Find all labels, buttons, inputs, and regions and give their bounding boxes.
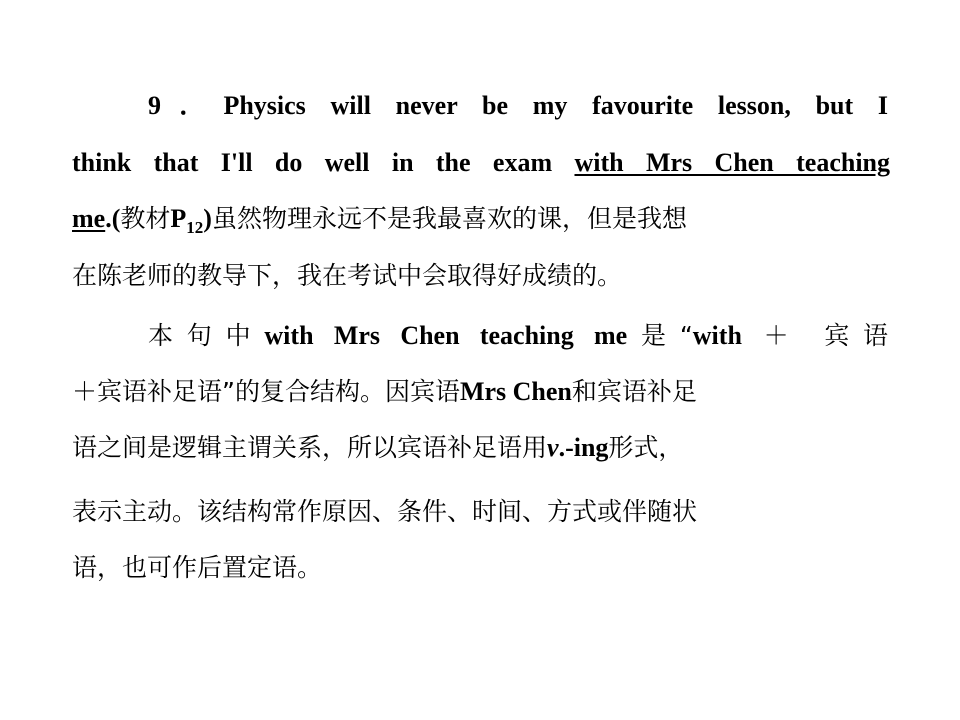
example-sentence-line-1 [72,86,888,126]
source-page-letter: P [170,204,187,233]
explanation-cn-3b: 形式， [608,433,684,462]
explanation-cn-4: 表示主动。该结构常作原因、条件、时间、方式或伴随状 [72,497,698,526]
explanation-line-3 [72,428,888,468]
explanation-line-5 [72,548,888,588]
example-sentence-line-2 [72,143,890,183]
explanation-en-3b: .-ing [558,433,609,462]
source-open: .( [105,204,121,233]
explanation-line-1 [72,316,888,356]
explanation-cn-1b: 是“ [627,321,693,350]
explanation-cn-5: 语，也可作后置定语。 [72,553,323,582]
explanation-cn-3a: 语之间是逻辑主谓关系，所以宾语补足语用 [72,433,548,462]
translation-line-2: 在陈老师的教导下，我在考试中会取得好成绩的。 [72,261,623,290]
explanation-en-2a: Mrs Chen [459,377,572,406]
example-text-line-1: Physics will never be my favourite lesson, but I [223,91,888,120]
explanation-en-1a: with Mrs Chen teaching me [264,321,628,350]
explanation-en-1b: with [692,321,742,350]
explanation-line-2 [72,372,888,412]
source-close: ) [203,204,212,233]
source-label: 教材 [120,204,171,233]
underlined-phrase-end: me [72,204,106,233]
explanation-line-4 [72,492,888,532]
explanation-cn-2b: 和宾语补足 [571,377,697,406]
example-number: 9． [148,91,224,120]
example-sentence-line-3 [72,199,888,239]
underlined-phrase: with Mrs Chen teaching [574,148,891,177]
source-page-number: 12 [186,218,204,237]
translation-line-1: 虽然物理永远不是我最喜欢的课，但是我想 [211,204,687,233]
translation-line [72,256,888,296]
example-text-line-2: think that I'll do well in the exam [72,148,575,177]
explanation-cn-2a: ＋宾语补足语”的复合结构。因宾语 [72,377,460,406]
explanation-en-3v: v [547,433,559,462]
explanation-cn-1a: 本句中 [148,321,265,350]
explanation-cn-1c: ＋ 宾语 [741,321,888,350]
